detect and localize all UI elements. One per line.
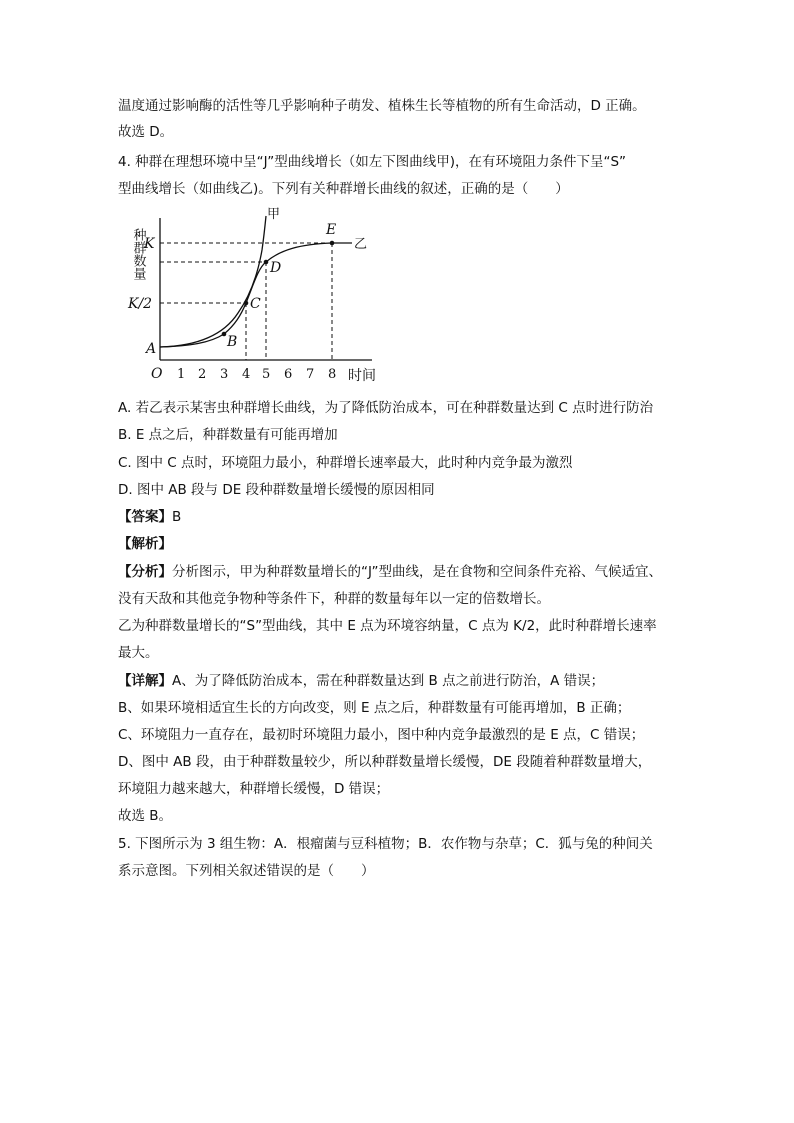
x-tick: 3 (220, 367, 229, 382)
y-axis-label: 种群数量 (130, 228, 146, 280)
point-d-marker (264, 260, 269, 265)
question-5-line-1: 5. 下图所示为 3 组生物：A．根瘤菌与豆科植物；B．农作物与杂草；C．狐与兔的种间关 (118, 836, 653, 852)
option-c: C. 图中 C 点时，环境阻力最小，种群增长速率最大，此时种内竞争最为激烈 (118, 455, 573, 471)
text-line-1: 温度通过影响酶的活性等几乎影响种子萌发、植株生长等植物的所有生命活动，D 正确。 (118, 98, 646, 114)
x-tick: 5 (262, 367, 271, 382)
point-b-marker (222, 332, 227, 337)
answer-value: B (172, 509, 182, 525)
detail-line-4: D、图中 AB 段，由于种群数量较少，所以种群数量增长缓慢，DE 段随着种群数量增大， (118, 754, 652, 770)
answer-tag: 【答案】 (118, 509, 172, 525)
fenxi-line-4: 最大。 (118, 645, 159, 661)
fenxi-text-1: 分析图示，甲为种群数量增长的“J”型曲线，是在食物和空间条件充裕、气候适宜、 (172, 564, 663, 580)
answer-line (118, 508, 181, 526)
x-axis-label: 时间 (348, 368, 376, 384)
x-tick: 2 (198, 367, 207, 382)
detail-line-5: 环境阻力越来越大，种群增长缓慢，D 错误； (118, 781, 390, 797)
point-e-label: E (326, 222, 337, 238)
option-b: B. E 点之后，种群数量有可能再增加 (118, 427, 338, 443)
point-c-marker (244, 301, 249, 306)
detail-tag: 【详解】 (118, 673, 172, 689)
detail-line-1 (118, 672, 604, 690)
x-tick: 4 (242, 367, 251, 382)
detail-text-1: A、为了降低防治成本，需在种群数量达到 B 点之前进行防治，A 错误； (172, 673, 605, 689)
x-tick: 7 (306, 367, 315, 382)
point-d-label: D (270, 260, 282, 276)
population-growth-figure (128, 207, 390, 393)
origin-label: O (151, 366, 163, 382)
fenxi-line-2: 没有天敌和其他竞争物种等条件下，种群的数量每年以一定的倍数增长。 (118, 591, 550, 607)
x-tick: 1 (177, 367, 186, 382)
question-5-line-2: 系示意图。下列相关叙述错误的是（ ） (118, 863, 375, 879)
point-e-marker (330, 241, 335, 246)
question-4-line-2: 型曲线增长（如曲线乙)。下列有关种群增长曲线的叙述，正确的是（ ） (118, 181, 569, 197)
point-c-label: C (250, 296, 261, 312)
fenxi-tag: 【分析】 (118, 564, 172, 580)
analysis-tag: 【解析】 (118, 536, 172, 552)
curve-j (160, 216, 266, 347)
curve-s-label: 乙 (354, 237, 368, 252)
point-a-label: A (146, 341, 157, 357)
x-tick: 6 (284, 367, 293, 382)
option-a: A. 若乙表示某害虫种群增长曲线，为了降低防治成本，可在种群数量达到 C 点时进行防治 (118, 400, 654, 416)
curve-j-label: 甲 (267, 207, 281, 222)
x-tick: 8 (328, 367, 337, 382)
fenxi-line-1 (118, 563, 662, 581)
question-4-line-1: 4. 种群在理想环境中呈“J”型曲线增长（如左下图曲线甲)，在有环境阻力条件下呈“S” (118, 154, 627, 170)
fenxi-line-3: 乙为种群数量增长的“S”型曲线，其中 E 点为环境容纳量，C 点为 K/2，此时种群增长速率 (118, 618, 657, 634)
y-tick-k: K (144, 236, 155, 252)
detail-line-3: C、环境阻力一直存在，最初时环境阻力最小，图中种内竞争最激烈的是 E 点，C 错误； (118, 727, 645, 743)
y-tick-k2: K/2 (128, 296, 153, 312)
option-d: D. 图中 AB 段与 DE 段种群数量增长缓慢的原因相同 (118, 482, 435, 498)
detail-line-2: B、如果环境相适宜生长的方向改变，则 E 点之后，种群数量有可能再增加，B 正确； (118, 700, 631, 716)
text-line-2: 故选 D。 (118, 124, 174, 140)
curve-s (160, 243, 352, 347)
conclusion-line: 故选 B。 (118, 808, 173, 824)
point-b-label: B (227, 334, 238, 350)
